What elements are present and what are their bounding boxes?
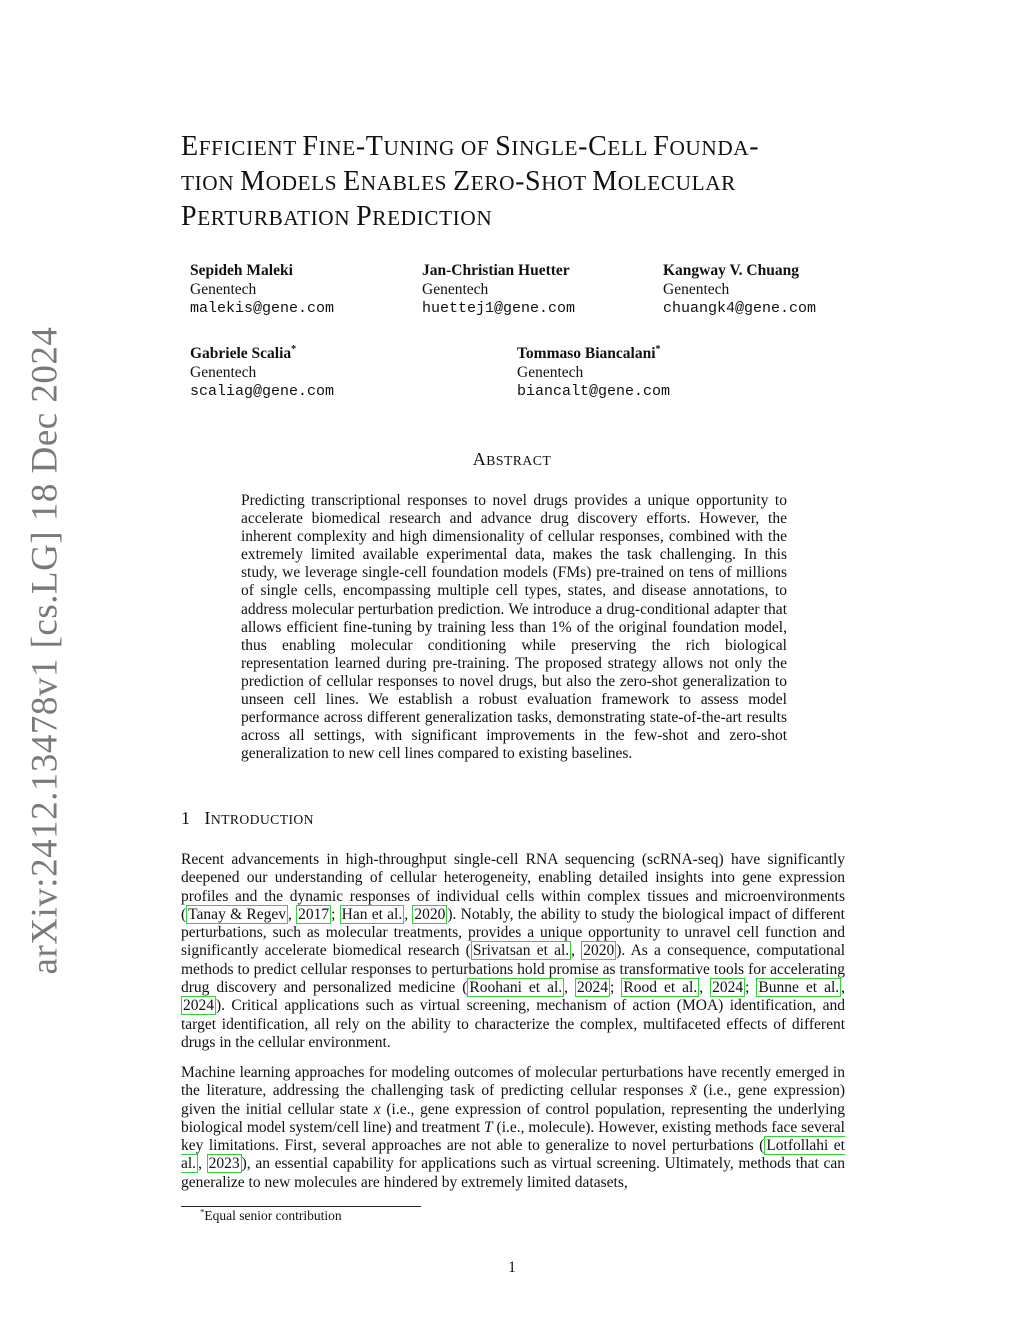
footnote-divider (181, 1206, 421, 1207)
author-block (190, 261, 334, 318)
abstract-heading: ABSTRACT (472, 449, 552, 469)
equal-contribution-mark: * (291, 343, 297, 355)
section-heading-introduction: 1 INTRODUCTION (181, 808, 314, 828)
citation-link[interactable]: 2017 (298, 905, 330, 923)
author-email[interactable]: malekis@gene.com (190, 300, 335, 317)
footnote-mark: * (200, 1206, 205, 1217)
author-name: Kangway V. Chuang (663, 262, 799, 279)
title-line: EFFICIENT FINE-TUNING OF SINGLE-CELL FOUNDA- (181, 131, 760, 162)
citation-link[interactable]: Han et al. (341, 905, 403, 923)
author-name: Jan-Christian Huetter (422, 262, 570, 279)
citation-link[interactable]: 2024 (712, 979, 744, 997)
footnote-text: Equal senior contribution (204, 1208, 342, 1223)
math-symbol: x (373, 1100, 381, 1118)
body-paragraph: Machine learning approaches for modeling outcomes of molecular perturbations have recently emerged in the literature, addressing the challenging task of predicting cellular responses x̃ (i.e., gene expression) given the initial cellular state x (i.e., gene expression of control population, representing the underlying biological model system/cell line) and treatment T (i.e., molecule). However, existing methods face several key limitations. First, several approaches are not able to generalize to novel perturbations ( Lotfollahi et al. , 2023 ), an essential capability for applications such as virtual screening. Ultimately, methods that can generalize to new molecules are hindered by extremely limited datasets, (181, 1064, 846, 1191)
abstract-body: Predicting transcriptional responses to novel drugs provides a unique opportunity to accelerate biomedical research and advance drug discovery efforts. However, the inherent complexity and high dimensionality of cellular responses, combined with the extremely limited available experimental data, makes the task challenging. In this study, we leverage single-cell foundation models (FMs) pre-trained on tens of millions of single cells, encompassing multiple cell types, states, and disease annotations, to address molecular perturbation prediction. We introduce a drug-conditional adapter that allows efficient fine-tuning by training less than 1% of the original foundation model, thus enabling molecular conditioning while preserving the rich biological representation learned during pre-training. The proposed strategy allows not only the prediction of cellular responses to novel drugs, but also the zero-shot generalization to unseen cell lines. We establish a robust evaluation framework to assess model performance across different generalization tasks, demonstrating state-of-the-art results across all settings, with significant improvements in the few-shot and zero-shot generalization to new cell lines compared to existing baselines. (241, 492, 787, 763)
citation-link[interactable]: Srivatsan et al. (472, 942, 570, 960)
title-line: TION MODELS ENABLES ZERO-SHOT MOLECULAR (181, 166, 736, 197)
author-affiliation: Genentech (422, 281, 489, 298)
section-number: 1 (181, 808, 191, 828)
math-symbol: T (484, 1118, 493, 1136)
body-paragraph: Recent advancements in high-throughput single-cell RNA sequencing (scRNA-seq) have significantly deepened our understanding of cellular heterogeneity, enabling detailed insights into gene expression profiles and the dynamic responses of individual cells within complex tissues and microenvironments ( Tanay & Regev , 2017 ; Han et al. , 2020 ). Notably, the ability to study the biological impact of different perturbations, such as molecular treatments, provides a unique opportunity to unravel cell function and significantly accelerate biomedical research ( Srivatsan et al. , 2020 ). As a consequence, computational methods to predict cellular responses to perturbations hold promise as transformative tools for accelerating drug discovery and personalized medicine ( Roohani et al. , 2024 ; Rood et al. , 2024 ; Bunne et al. , 2024 ). Critical applications such as virtual screening, mechanism of action (MOA) identification, and target identification, all rely on the ability to characterize the complex, multifaceted effects of different drugs in the cellular environment. (181, 851, 846, 1051)
author-email[interactable]: scaliag@gene.com (190, 383, 335, 400)
author-block (663, 261, 816, 318)
citation-link[interactable]: Bunne et al. (758, 979, 840, 997)
equal-contribution-mark: * (655, 343, 661, 355)
citation-link[interactable]: Tanay & Regev (188, 905, 286, 923)
citation-link[interactable]: 2024 (577, 979, 609, 997)
page-number: 1 (508, 1259, 516, 1276)
author-name: Gabriele Scalia* (190, 343, 297, 362)
math-symbol: x̃ (689, 1082, 697, 1100)
footnote (200, 1208, 342, 1224)
title-line: PERTURBATION PREDICTION (181, 201, 493, 232)
author-name: Tommaso Biancalani* (517, 343, 661, 362)
arxiv-identifier-stamp (16, 326, 74, 974)
author-block (190, 344, 334, 401)
citation-link[interactable]: 2020 (414, 905, 446, 923)
author-block (422, 261, 575, 318)
author-email[interactable]: biancalt@gene.com (517, 383, 671, 400)
author-affiliation: Genentech (663, 281, 730, 298)
paper-title (181, 130, 846, 235)
citation-link[interactable]: Roohani et al. (469, 979, 563, 997)
citation-link[interactable]: 2020 (583, 942, 615, 960)
author-name: Sepideh Maleki (190, 262, 293, 279)
arxiv-identifier-text: arXiv:2412.13478v1 [cs.LG] 18 Dec 2024 (24, 326, 66, 974)
author-affiliation: Genentech (190, 281, 257, 298)
author-affiliation: Genentech (517, 364, 584, 381)
citation-link[interactable]: Lotfollahi et al. (181, 1137, 845, 1173)
author-email[interactable]: chuangk4@gene.com (663, 300, 817, 317)
citation-link[interactable]: 2024 (183, 997, 214, 1015)
author-block (517, 344, 670, 401)
citation-link[interactable]: 2023 (208, 1155, 240, 1173)
citation-link[interactable]: Rood et al. (623, 979, 698, 997)
author-affiliation: Genentech (190, 364, 257, 381)
author-email[interactable]: huettej1@gene.com (422, 300, 576, 317)
